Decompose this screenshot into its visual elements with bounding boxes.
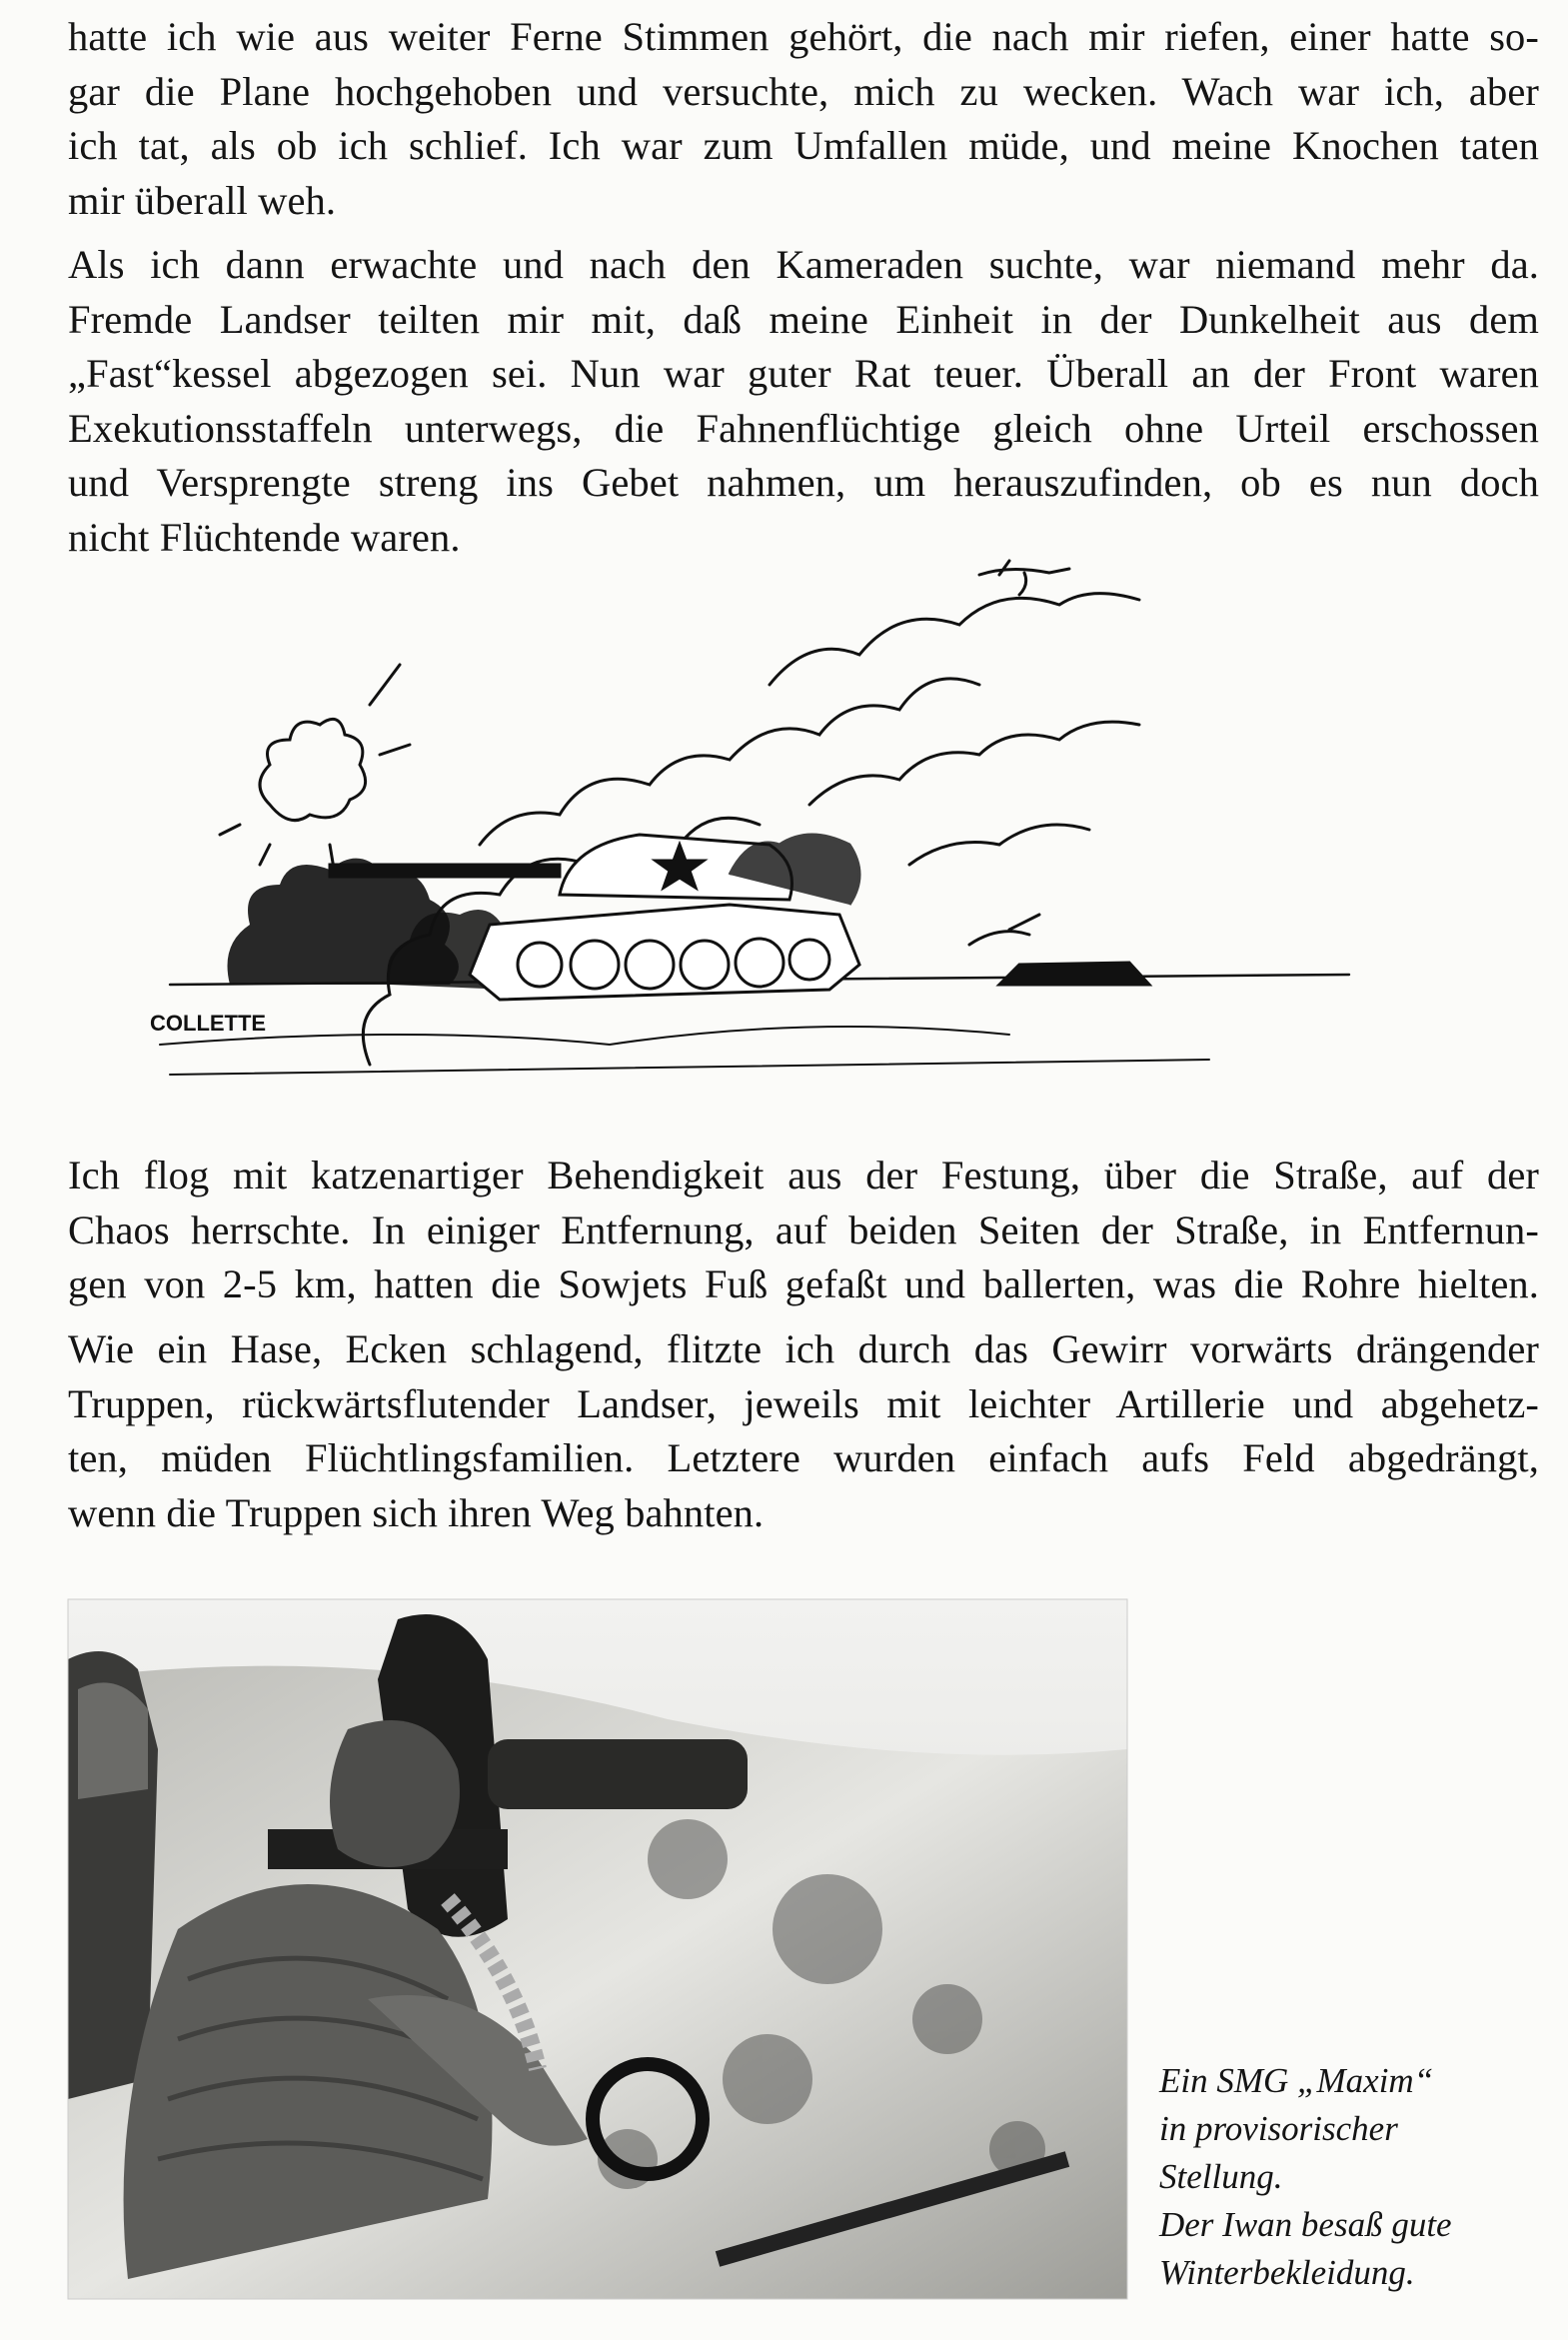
text-line: und Versprengte streng ins Gebet nahmen, um herauszufinden, ob es nun doch: [68, 460, 1539, 505]
paragraph-3: [68, 1149, 1539, 1312]
text-line: Exekutionsstaffeln unterwegs, die Fahnenflüchtige gleich ohne Urteil erschossen: [68, 405, 1539, 451]
text-line: Chaos herrschte. In einiger Entfernung, auf beiden Seiten der Straße, in Entfernun-: [68, 1206, 1539, 1252]
text-line: gar die Plane hochgehoben und versuchte, mich zu wecken. Wach war ich, aber: [68, 68, 1539, 114]
text-line: Als ich dann erwachte und nach den Kameraden suchte, war niemand mehr da.: [68, 242, 1539, 287]
text-line: Wie ein Hase, Ecken schlagend, flitzte ich durch das Gewirr vorwärts drängender: [68, 1326, 1539, 1371]
paragraph-4: [68, 1322, 1539, 1540]
text-line: hatte ich wie aus weiter Ferne Stimmen gehört, die nach mir riefen, einer hatte so-: [68, 14, 1539, 59]
photo-caption: [1159, 2057, 1559, 2297]
text-line: Fremde Landser teilten mir mit, daß meine Einheit in der Dunkelheit aus dem: [68, 296, 1539, 342]
paragraph-1: [68, 10, 1539, 228]
text-line: nicht Flüchtende waren.: [68, 514, 461, 560]
illustration-signature: COLLETTE: [150, 1011, 267, 1036]
text-line: Ich flog mit katzenartiger Behendigkeit aus der Festung, über die Straße, auf der: [68, 1153, 1539, 1197]
text-line: Truppen, rückwärtsflutender Landser, jeweils mit leichter Artillerie und abgehetz-: [68, 1380, 1539, 1426]
caption-line: Winterbekleidung.: [1159, 2253, 1415, 2292]
caption-line: Der Iwan besaß gute: [1159, 2205, 1452, 2244]
text-line: „Fast“kessel abgezogen sei. Nun war guter Rat teuer. Überall an der Front waren: [68, 351, 1539, 396]
text-line: wenn die Truppen sich ihren Weg bahnten.: [68, 1489, 765, 1535]
text-line: ten, müden Flüchtlingsfamilien. Letztere wurden einfach aufs Feld abgedrängt,: [68, 1435, 1539, 1480]
paragraph-2: [68, 238, 1539, 565]
text-line: gen von 2-5 km, hatten die Sowjets Fuß gefaßt und ballerten, was die Rohre hielten.: [68, 1261, 1539, 1306]
text-line: mir überall weh.: [68, 177, 337, 223]
text-line: ich tat, als ob ich schlief. Ich war zum Umfallen müde, und meine Knochen taten: [68, 123, 1539, 168]
caption-line: Ein SMG „Maxim“: [1159, 2061, 1434, 2100]
caption-line: in provisorischer: [1159, 2109, 1398, 2148]
caption-line: Stellung.: [1159, 2157, 1283, 2196]
tank-cartoon-illustration: [150, 545, 1409, 1085]
machine-gun-photo: [68, 1599, 1127, 2299]
